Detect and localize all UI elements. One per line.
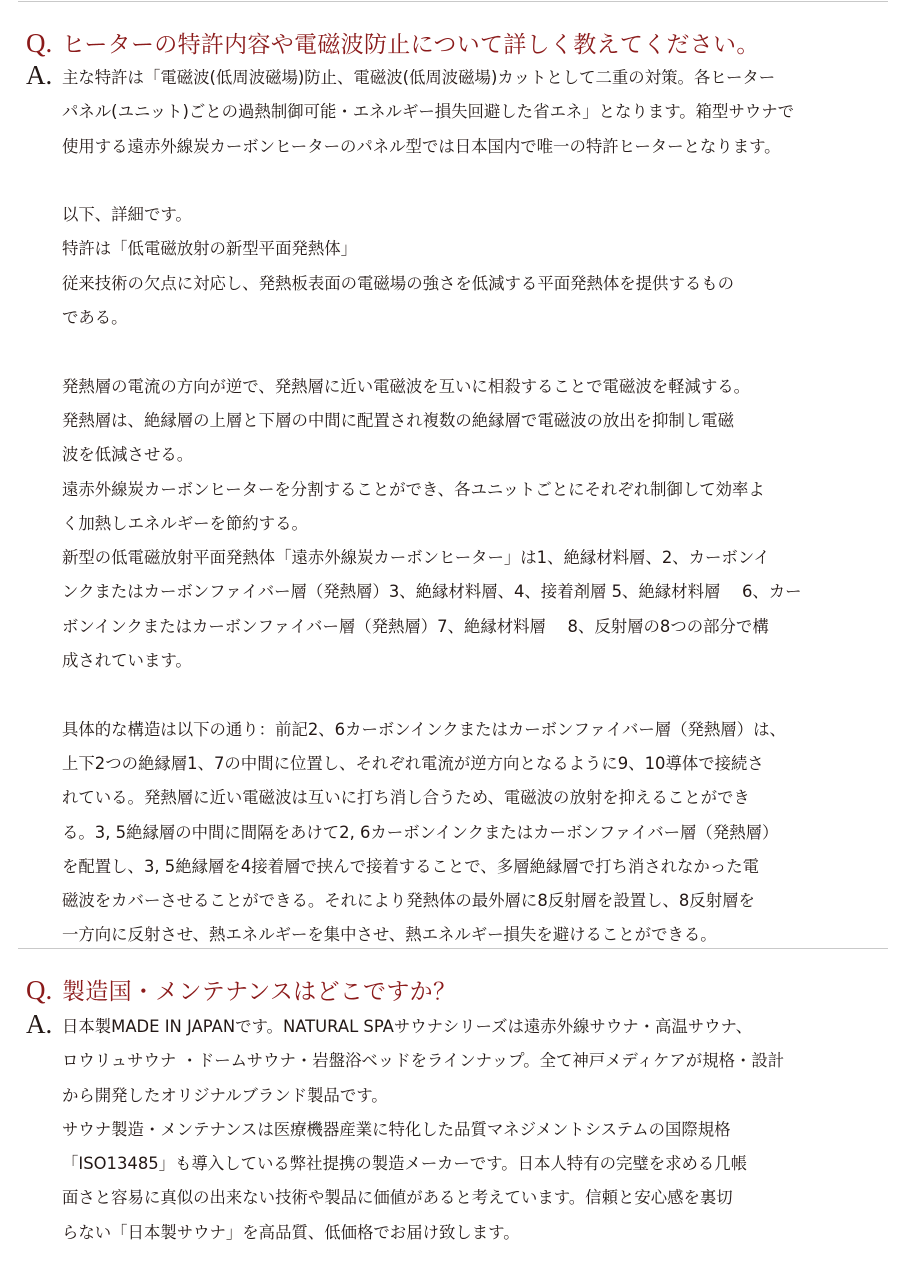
- answer-line: である。: [62, 308, 128, 328]
- answer-line: サウナ製造・メンテナンスは医療機器産業に特化した品質マネジメントシステムの国際規格: [62, 1119, 731, 1139]
- answer-line: を配置し、3, 5絶縁層を4接着層で挟んで接着することで、多層絶縁層で打ち消されなかった電: [62, 856, 759, 876]
- answer-line: く加熱しエネルギーを節約する。: [62, 513, 308, 533]
- answer-line: 以下、詳細です。: [62, 205, 192, 225]
- answer-line: 遠赤外線炭カーボンヒーターを分割することができ、各ユニットごとにそれぞれ制御して効率よ: [62, 479, 765, 499]
- answer-line: れている。発熱層に近い電磁波は互いに打ち消し合うため、電磁波の放射を抑えることができ: [62, 788, 750, 808]
- blank-line: [62, 164, 892, 198]
- answer-line: 具体的な構造は以下の通り：前記2、6カーボンインクまたはカーボンファイバー層（発熱層）は、: [62, 719, 786, 739]
- answer-line: 主な特許は「電磁波(低周波磁場)防止、電磁波(低周波磁場)カットとして二重の対策。各ヒーター: [62, 68, 776, 87]
- question-text: 製造国・メンテナンスはどこですか？: [62, 979, 457, 1005]
- answer-line: 新型の低電磁放射平面発熱体「遠赤外線炭カーボンヒーター」は1、絶縁材料層、2、カーボンイ: [62, 548, 770, 568]
- answer-line: 発熱層は、絶縁層の上層と下層の中間に配置され複数の絶縁層で電磁波の放出を抑制し電磁: [62, 410, 735, 430]
- answer-line: から開発したオリジナルブランド製品です。: [62, 1085, 388, 1105]
- section-divider: [18, 948, 888, 949]
- answer-line: 面さと容易に真似の出来ない技術や製品に価値があると考えています。信頼と安心感を裏切: [62, 1188, 733, 1208]
- answer-line: る。3, 5絶縁層の中間に間隔をあけて2, 6カーボンインクまたはカーボンファイバー層（発熱層）: [62, 822, 779, 842]
- answer-line: ロウリュサウナ ・ドームサウナ・岩盤浴ベッドをラインナップ。全て神戸メディケアが規格・設計: [62, 1051, 785, 1071]
- question-text: ヒーターの特許内容や電磁波防止について詳しく教えてください。: [62, 32, 760, 58]
- top-divider: [18, 1, 888, 2]
- answer-line: 発熱層の電流の方向が逆で、発熱層に近い電磁波を互いに相殺することで電磁波を軽減する。: [62, 376, 751, 396]
- answer-line: 磁波をカバーさせることができる。それにより発熱体の最外層に8反射層を設置し、8反射層を: [62, 891, 755, 911]
- answer-line: 上下2つの絶縁層1、7の中間に位置し、それぞれ電流が逆方向となるように9、10導体で接続さ: [62, 753, 764, 773]
- answer-body: [62, 61, 892, 953]
- faq-question-1: [26, 26, 890, 59]
- question-mark-label: Q.: [26, 28, 53, 58]
- answer-line: 成されています。: [62, 651, 192, 671]
- answer-line: 従来技術の欠点に対応し、発熱板表面の電磁場の強さを低減する平面発熱体を提供するもの: [62, 273, 735, 293]
- answer-line: 波を低減させる。: [62, 445, 194, 465]
- answer-line: 「ISO13485」も導入している弊社提携の製造メーカーです。日本人特有の完璧を求める几帳: [62, 1154, 748, 1174]
- answer-line: ボンインクまたはカーボンファイバー層（発熱層）7、絶縁材料層 8、反射層の8つの部分で構: [62, 616, 769, 636]
- blank-line: [62, 335, 892, 369]
- answer-line: 一方向に反射させ、熱エネルギーを集中させ、熱エネルギー損失を避けることができる。: [62, 925, 717, 945]
- question-mark-label: Q.: [26, 975, 53, 1005]
- answer-line: 特許は「低電磁放射の新型平面発熱体」: [62, 239, 358, 259]
- answer-line: らない「日本製サウナ」を高品質、低価格でお届け致します。: [62, 1222, 520, 1242]
- faq-question-2: [26, 973, 890, 1006]
- answer-line: 使用する遠赤外線炭カーボンヒーターのパネル型では日本国内で唯一の特許ヒーターとなります。: [62, 136, 781, 156]
- answer-line: パネル(ユニット)ごとの過熱制御可能・エネルギー損失回避した省エネ」となります。箱型サウナで: [62, 102, 795, 122]
- answer-body: [62, 1010, 892, 1250]
- answer-line: ンクまたはカーボンファイバー層（発熱層）3、絶縁材料層、4、接着剤層 5、絶縁材料層 6、カー: [62, 582, 802, 602]
- answer-mark-label: A.: [26, 1009, 53, 1039]
- blank-line: [62, 678, 892, 712]
- answer-line: 日本製MADE IN JAPANです。NATURAL SPAサウナシリーズは遠赤外線サウナ・高温サウナ、: [62, 1017, 753, 1036]
- answer-mark-label: A.: [26, 60, 53, 90]
